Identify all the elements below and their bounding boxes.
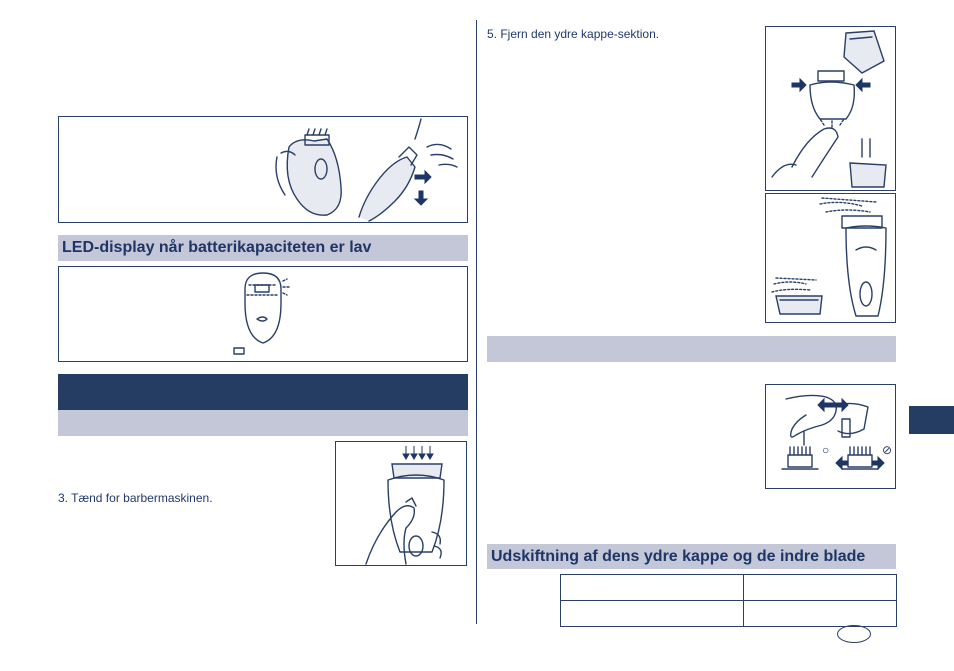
battery-icon-large — [255, 285, 269, 292]
battery-icon-small — [234, 348, 244, 354]
switch-on-illustration-box — [335, 441, 467, 566]
led-illustration-box — [58, 266, 468, 362]
replacement-heading: Udskiftning af dens ydre kappe og de indre blade — [487, 544, 896, 569]
table-row — [561, 575, 897, 601]
table-cell — [744, 601, 897, 627]
trimmer-illustration-box — [58, 116, 468, 223]
right-subsection-bar — [487, 336, 896, 362]
column-divider — [476, 20, 477, 624]
table-row — [561, 601, 897, 627]
trimmer-illustration — [59, 117, 467, 222]
no-mark: ⊘ — [882, 443, 893, 457]
brush-illustration-box — [765, 384, 896, 489]
side-language-tab — [909, 406, 954, 434]
clean-foil-illustration — [766, 194, 895, 322]
section-title-bar — [58, 374, 468, 410]
led-illustration — [59, 267, 467, 361]
remove-outer-foil-illustration-box — [765, 26, 896, 191]
led-display-heading: LED-display når batterikapaciteten er lav — [58, 235, 468, 261]
ok-mark: ○ — [822, 443, 830, 457]
switch-on-illustration — [336, 442, 466, 565]
clean-foil-illustration-box — [765, 193, 896, 323]
remove-outer-foil-illustration — [766, 27, 895, 190]
table-cell — [561, 601, 744, 627]
table-cell — [561, 575, 744, 601]
table-cell — [744, 575, 897, 601]
step-3-text: 3. Tænd for barbermaskinen. — [58, 491, 213, 505]
brush-illustration — [766, 385, 895, 488]
page-number-oval — [837, 625, 871, 643]
subsection-bar — [58, 410, 468, 436]
step-5-text: 5. Fjern den ydre kappe-sektion. — [487, 27, 660, 41]
parts-table — [560, 574, 897, 627]
